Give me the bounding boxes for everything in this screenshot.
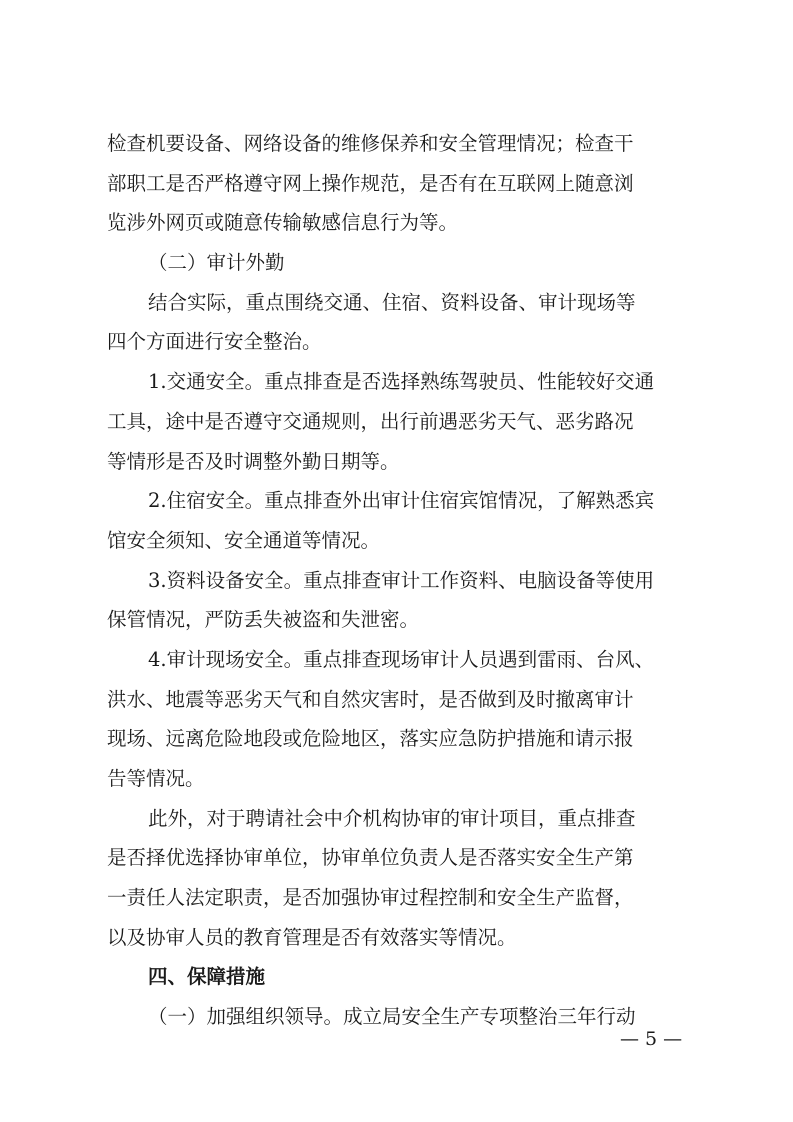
section-heading-safeguards: 四、保障措施 bbox=[148, 965, 266, 989]
item-lodging-safety: 2.住宿安全。重点排查外出审计住宿宾馆情况，了解熟悉宾 bbox=[148, 489, 655, 513]
body-text bbox=[107, 124, 689, 1037]
item-traffic-safety: 1.交通安全。重点排查是否选择熟练驾驶员、性能较好交通 bbox=[148, 370, 655, 394]
text-line-20: 一责任人法定职责，是否加强协审过程控制和安全生产监督， bbox=[107, 886, 634, 910]
text-line-13: 保管情况，严防丢失被盗和失泄密。 bbox=[107, 608, 420, 632]
item-audit-site-safety: 4.审计现场安全。重点排查现场审计人员遇到雷雨、台风、 bbox=[148, 647, 655, 671]
text-line-9: 等情形是否及时调整外勤日期等。 bbox=[107, 449, 400, 473]
text-line-16: 现场、远离危险地段或危险地区，落实应急防护措施和请示报 bbox=[107, 727, 634, 751]
text-line-23: （一）加强组织领导。成立局安全生产专项整治三年行动 bbox=[148, 1005, 636, 1029]
text-line-5: 结合实际，重点围绕交通、住宿、资料设备、审计现场等 bbox=[148, 290, 636, 314]
text-line-3: 览涉外网页或随意传输敏感信息行为等。 bbox=[107, 211, 459, 235]
text-line-1: 检查机要设备、网络设备的维修保养和安全管理情况；检查干 bbox=[107, 132, 634, 155]
text-line-15: 洪水、地震等恶劣天气和自然灾害时，是否做到及时撤离审计 bbox=[107, 687, 634, 711]
text-line-11: 馆安全须知、安全通道等情况。 bbox=[107, 528, 381, 552]
page-number: — 5 — bbox=[620, 1028, 683, 1050]
text-line-8: 工具，途中是否遵守交通规则，出行前遇恶劣天气、恶劣路况 bbox=[107, 409, 634, 433]
section-heading-field-audit: （二）审计外勤 bbox=[148, 251, 285, 275]
text-line-19: 是否择优选择协审单位，协审单位负责人是否落实安全生产第 bbox=[107, 846, 634, 870]
text-line-18: 此外，对于聘请社会中介机构协审的审计项目，重点排查 bbox=[148, 806, 636, 830]
text-line-6: 四个方面进行安全整治。 bbox=[107, 330, 322, 354]
item-materials-equipment-safety: 3.资料设备安全。重点排查审计工作资料、电脑设备等使用 bbox=[148, 568, 655, 592]
text-line-17: 告等情况。 bbox=[107, 767, 205, 790]
text-line-2: 部职工是否严格遵守网上操作规范，是否有在互联网上随意浏 bbox=[107, 171, 634, 195]
text-line-21: 以及协审人员的教育管理是否有效落实等情况。 bbox=[107, 925, 517, 949]
